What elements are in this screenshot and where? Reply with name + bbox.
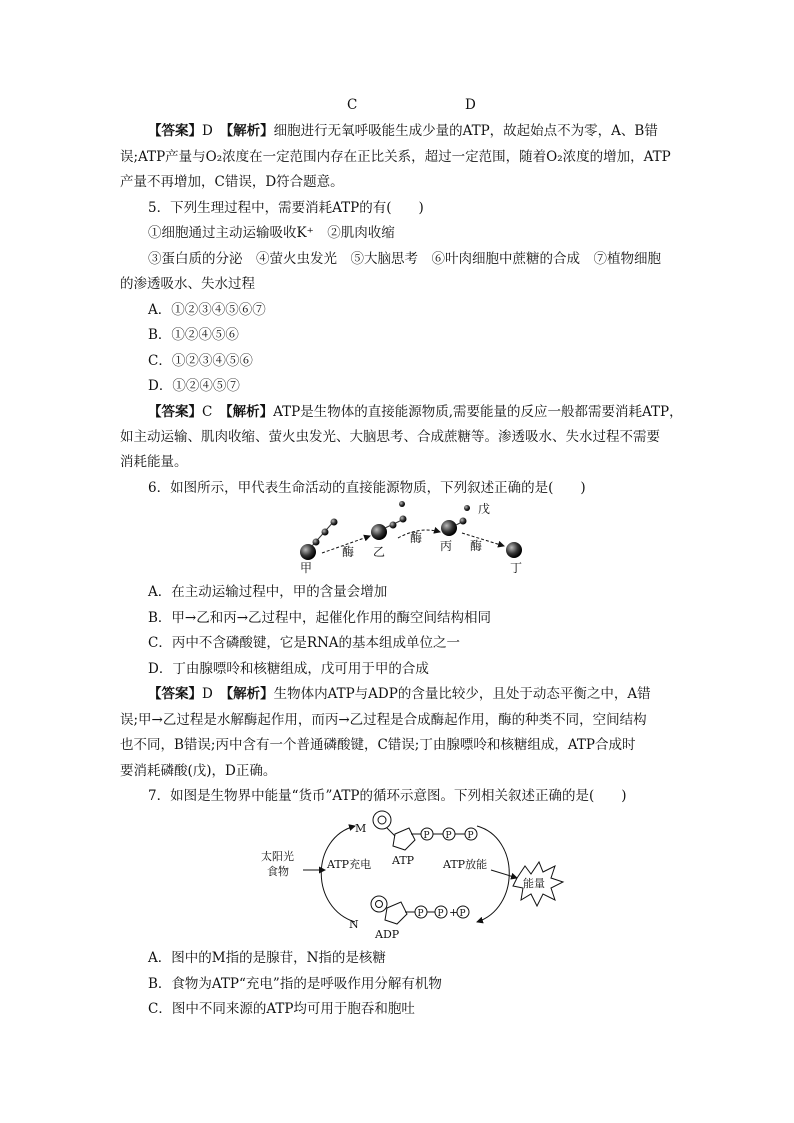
label-atp: ATP xyxy=(392,854,415,867)
q5-answer-line3: 消耗能量。 xyxy=(120,454,188,470)
answer-tag: 【答案】 xyxy=(148,404,202,420)
label-enzyme-2: 酶 xyxy=(410,531,423,545)
q5-items-3: 的渗透吸水、失水过程 xyxy=(120,276,255,292)
q5-items-2: ③蛋白质的分泌 ④萤火虫发光 ⑤大脑思考 ⑥叶肉细胞中蔗糖的合成 ⑦植物细胞 xyxy=(148,251,661,267)
phosphate-icon: P xyxy=(417,909,424,919)
analysis-text: 细胞进行无氧呼吸能生成少量的ATP，故起始点不为零，A、B错 xyxy=(273,123,658,139)
q5-answer-line1 xyxy=(148,403,683,421)
answer-value: D xyxy=(202,686,213,702)
q4-answer-line3: 产量不再增加，C错误，D符合题意。 xyxy=(120,174,344,190)
molecule-jia xyxy=(300,519,338,561)
label-adp: ADP xyxy=(375,928,400,941)
label-yi: 乙 xyxy=(373,545,386,559)
q6-answer-line2: 误;甲→乙过程是水解酶起作用，而丙→乙过程是合成酶起作用，酶的种类不同，空间结构 xyxy=(120,712,647,728)
figure-label-d: D xyxy=(465,97,476,113)
label-enzyme-3: 酶 xyxy=(470,539,483,553)
q5-option-c: C．①②③④⑤⑥ xyxy=(148,353,253,369)
label-atp-charge: ATP充电 xyxy=(327,858,372,871)
q6-option-b: B．甲→乙和丙→乙过程中，起催化作用的酶空间结构相同 xyxy=(148,610,492,626)
molecule-bing xyxy=(441,505,470,536)
molecule-yi xyxy=(371,501,407,540)
q7-option-c: C．图中不同来源的ATP均可用于胞吞和胞吐 xyxy=(148,1001,415,1017)
analysis-text: ATP是生物体的直接能源物质,需要能量的反应一般都需要消耗ATP， xyxy=(273,404,683,420)
q6-atp-hydrolysis-figure xyxy=(290,498,540,576)
svg-text:+: + xyxy=(449,906,459,919)
label-ding: 丁 xyxy=(510,561,523,575)
label-enzyme-1: 酶 xyxy=(342,545,355,559)
label-food: 食物 xyxy=(267,865,289,878)
q5-option-b: B．①②④⑤⑥ xyxy=(148,327,239,343)
charge-arrow xyxy=(321,826,355,922)
answer-tag: 【答案】 xyxy=(148,686,202,702)
q6-option-c: C．丙中不含磷酸键，它是RNA的基本组成单位之一 xyxy=(148,635,461,651)
analysis-tag: 【解析】 xyxy=(225,404,274,420)
q7-atp-cycle-figure xyxy=(255,808,575,943)
q6-answer-line3: 也不同，B错误;丙中含有一个普通磷酸键，C错误;丁由腺嘌呤和核糖组成，ATP合成时 xyxy=(120,737,636,753)
phosphate-icon: P xyxy=(467,831,474,841)
q6-answer-line4: 要消耗磷酸(戊)，D正确。 xyxy=(120,763,277,779)
phosphate-icon: P xyxy=(437,909,444,919)
label-bing: 丙 xyxy=(440,539,453,553)
ribose-pentagon-adp xyxy=(385,902,407,924)
label-atp-discharge: ATP放能 xyxy=(443,858,488,871)
q5-stem: 5．下列生理过程中，需要消耗ATP的有( ) xyxy=(148,200,424,216)
label-m: M xyxy=(355,822,367,835)
label-energy: 能量 xyxy=(523,877,545,890)
q7-option-a: A．图中的M指的是腺苷，N指的是核糖 xyxy=(148,950,386,966)
adenine-ring-adp xyxy=(371,896,387,912)
q5-answer-line2: 如主动运输、肌肉收缩、萤火虫发光、大脑思考、合成蔗糖等。渗透吸水、失水过程不需要 xyxy=(120,429,660,445)
label-sunlight: 太阳光 xyxy=(261,850,294,863)
q5-option-a: A．①②③④⑤⑥⑦ xyxy=(148,302,266,318)
molecule-ding xyxy=(506,542,522,558)
label-jia: 甲 xyxy=(300,561,313,575)
q5-option-d: D．①②④⑤⑦ xyxy=(148,378,240,394)
q6-option-a: A．在主动运输过程中，甲的含量会增加 xyxy=(148,584,388,600)
q6-option-d: D．丁由腺嘌呤和核糖组成，戊可用于甲的合成 xyxy=(148,661,429,677)
analysis-text: 生物体内ATP与ADP的含量比较少，且处于动态平衡之中，A错 xyxy=(273,686,651,702)
q4-answer-line1 xyxy=(148,122,658,140)
q7-stem: 7．如图是生物界中能量“货币”ATP的循环示意图。下列相关叙述正确的是( ) xyxy=(148,788,627,804)
phosphate-icon: P xyxy=(423,831,430,841)
analysis-tag: 【解析】 xyxy=(226,686,274,702)
phosphate-icon: P xyxy=(445,831,452,841)
q6-stem: 6．如图所示，甲代表生命活动的直接能源物质，下列叙述正确的是( ) xyxy=(148,480,586,496)
q4-answer-line2: 误;ATP产量与O₂浓度在一定范围内存在正比关系，超过一定范围，随着O₂浓度的增加，ATP xyxy=(120,149,671,165)
analysis-tag: 【解析】 xyxy=(226,123,274,139)
phosphate-icon: P xyxy=(459,909,466,919)
label-n: N xyxy=(349,918,359,931)
answer-tag: 【答案】 xyxy=(148,123,202,139)
q7-option-b: B．食物为ATP“充电”指的是呼吸作用分解有机物 xyxy=(148,976,442,992)
q5-items-1: ①细胞通过主动运输吸收K⁺ ②肌肉收缩 xyxy=(148,225,395,241)
q6-answer-line1 xyxy=(148,685,651,703)
answer-value: D xyxy=(202,123,213,139)
ribose-pentagon-atp xyxy=(393,828,415,850)
answer-value: C xyxy=(202,404,213,420)
adenine-ring-atp xyxy=(373,811,391,829)
figure-label-c: C xyxy=(347,97,358,113)
label-wu: 戊 xyxy=(478,502,491,516)
